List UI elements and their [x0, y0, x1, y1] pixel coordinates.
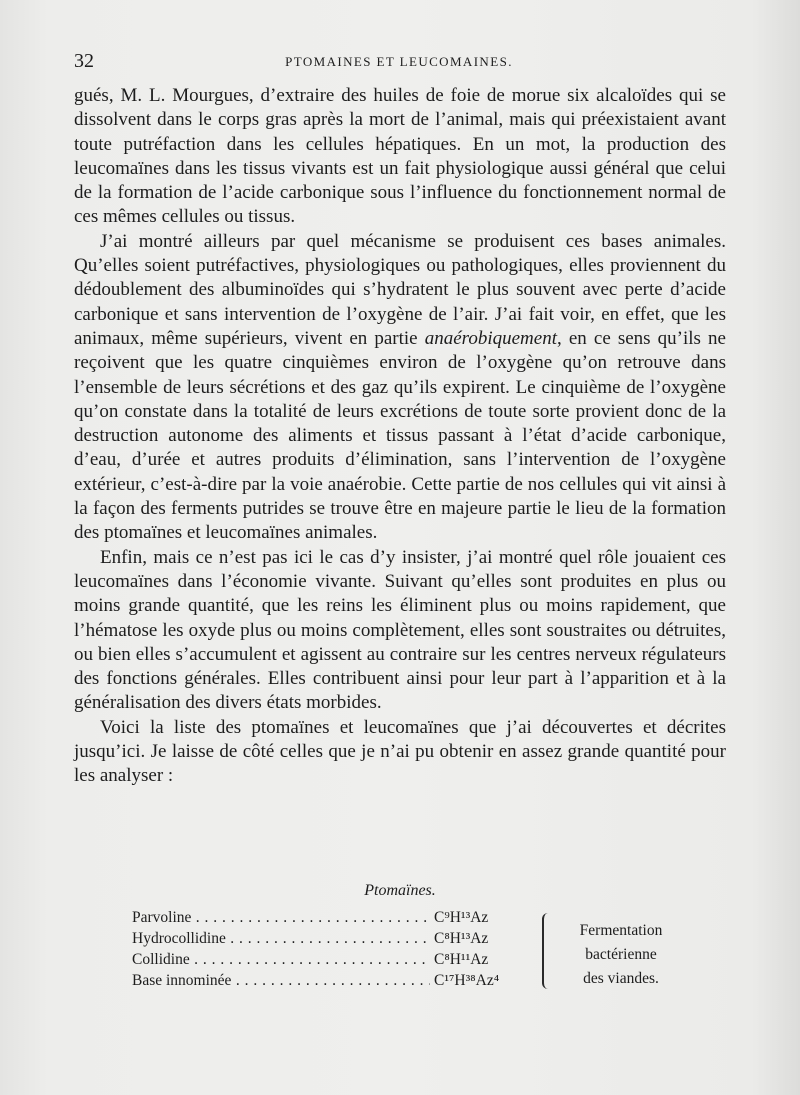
compound-formula: C⁹H¹³Az: [434, 909, 489, 926]
body-text: [74, 84, 726, 789]
compound-name: Collidine . . .: [132, 949, 430, 970]
note-line: des viandes.: [583, 970, 659, 987]
note-line: bactérienne: [585, 946, 657, 963]
running-head: PTOMAINES ET LEUCOMAINES.: [285, 54, 513, 69]
compound-formula: C⁸H¹¹Az: [434, 951, 489, 968]
table-title: Ptomaïnes.: [364, 882, 436, 899]
compound-formula: C¹⁷H³⁸Az⁴: [434, 972, 500, 989]
paragraph-1: [74, 84, 726, 230]
compound-name: Hydrocollidine . . .: [132, 928, 430, 949]
page-header: [74, 50, 724, 76]
compound-formula: C⁸H¹³Az: [434, 930, 489, 947]
paragraph-4-text: Voici la liste des ptomaïnes et leucomaïnes que j’ai découvertes et décrites jusqu’ici. Je laisse de côté celles que je n’ai pu obtenir en assez grande quantité pour les analyser :: [74, 716, 726, 787]
paragraph-2: [74, 230, 726, 546]
paragraph-2-text-b: , en ce sens qu’ils ne reçoivent que les quatre cinquièmes environ de l’oxygène qu’on retrouve dans l’ensemble de leurs sécrétions et des gaz qu’ils expirent. Le cinquième de l’oxygène qu’on constate dans la totalité de leurs excrétions de toute sorte provient donc de la destruction autonome des aliments et tissus passant à l’état d’acide carbonique, d’eau, d’urée et autres produits d’élimination, sans l’intervention de l’oxygène extérieur, c’est-à-dire par la voie anaérobie. Cette partie de nos cellules qui vit ainsi à la façon des ferments putrides se trouve être en majeure partie le lieu de la formation des ptomaïnes et leucomaïnes animales.: [74, 327, 726, 544]
paragraph-2-emphasis: anaérobiquement: [424, 327, 557, 349]
compound-name: Parvoline . . .: [132, 907, 430, 928]
paragraph-3: [74, 546, 726, 716]
brace-bracket: [542, 913, 554, 989]
note-line: Fermentation: [579, 922, 663, 939]
paragraph-4: [74, 716, 726, 789]
table-note: [566, 919, 676, 991]
paragraph-3-text: Enfin, mais ce n’est pas ici le cas d’y insister, j’ai montré quel rôle jouaient ces leucomaïnes dans l’économie vivante. Suivant qu’elles sont produites en plus ou moins grande quantité, que les reins les éliminent plus ou moins rapidement, que l’hématose les oxyde plus ou moins complètement, elles sont soustraites ou détruites, ou bien elles s’accumulent et agissent au contraire sur les centres nerveux régulateurs des fonctions générales. Elles contribuent ainsi pour leur part à l’apparition et à la généralisation des divers états morbides.: [74, 546, 726, 714]
page-number: 32: [74, 50, 94, 72]
paragraph-2-text-a: J’ai montré ailleurs par quel mécanisme se produisent ces bases animales. Qu’elles soient putréfactives, physiologiques ou pathologiques, elles proviennent du dédoublement des albuminoïdes qui s’hydratent le plus souvent avec perte d’acide carbonique et sans intervention de l’oxygène de l’air. J’ai fait voir, en effet, que les animaux, même supérieurs, vivent en partie: [74, 230, 726, 349]
compound-name: Base innominée . . .: [132, 970, 430, 991]
paragraph-1-text: gués, M. L. Mourgues, d’extraire des huiles de foie de morue six alcaloïdes qui se dissolvent dans le corps gras après la mort de l’animal, mais qui préexistaient avant toute putréfaction dans les cellules hépatiques. En un mot, la production des leucomaïnes dans les tissus vivants est un fait physiologique aussi général que celui de la formation de l’acide carbonique sous l’influence du fonctionnement normal de ces mêmes cellules ou tissus.: [74, 85, 726, 228]
